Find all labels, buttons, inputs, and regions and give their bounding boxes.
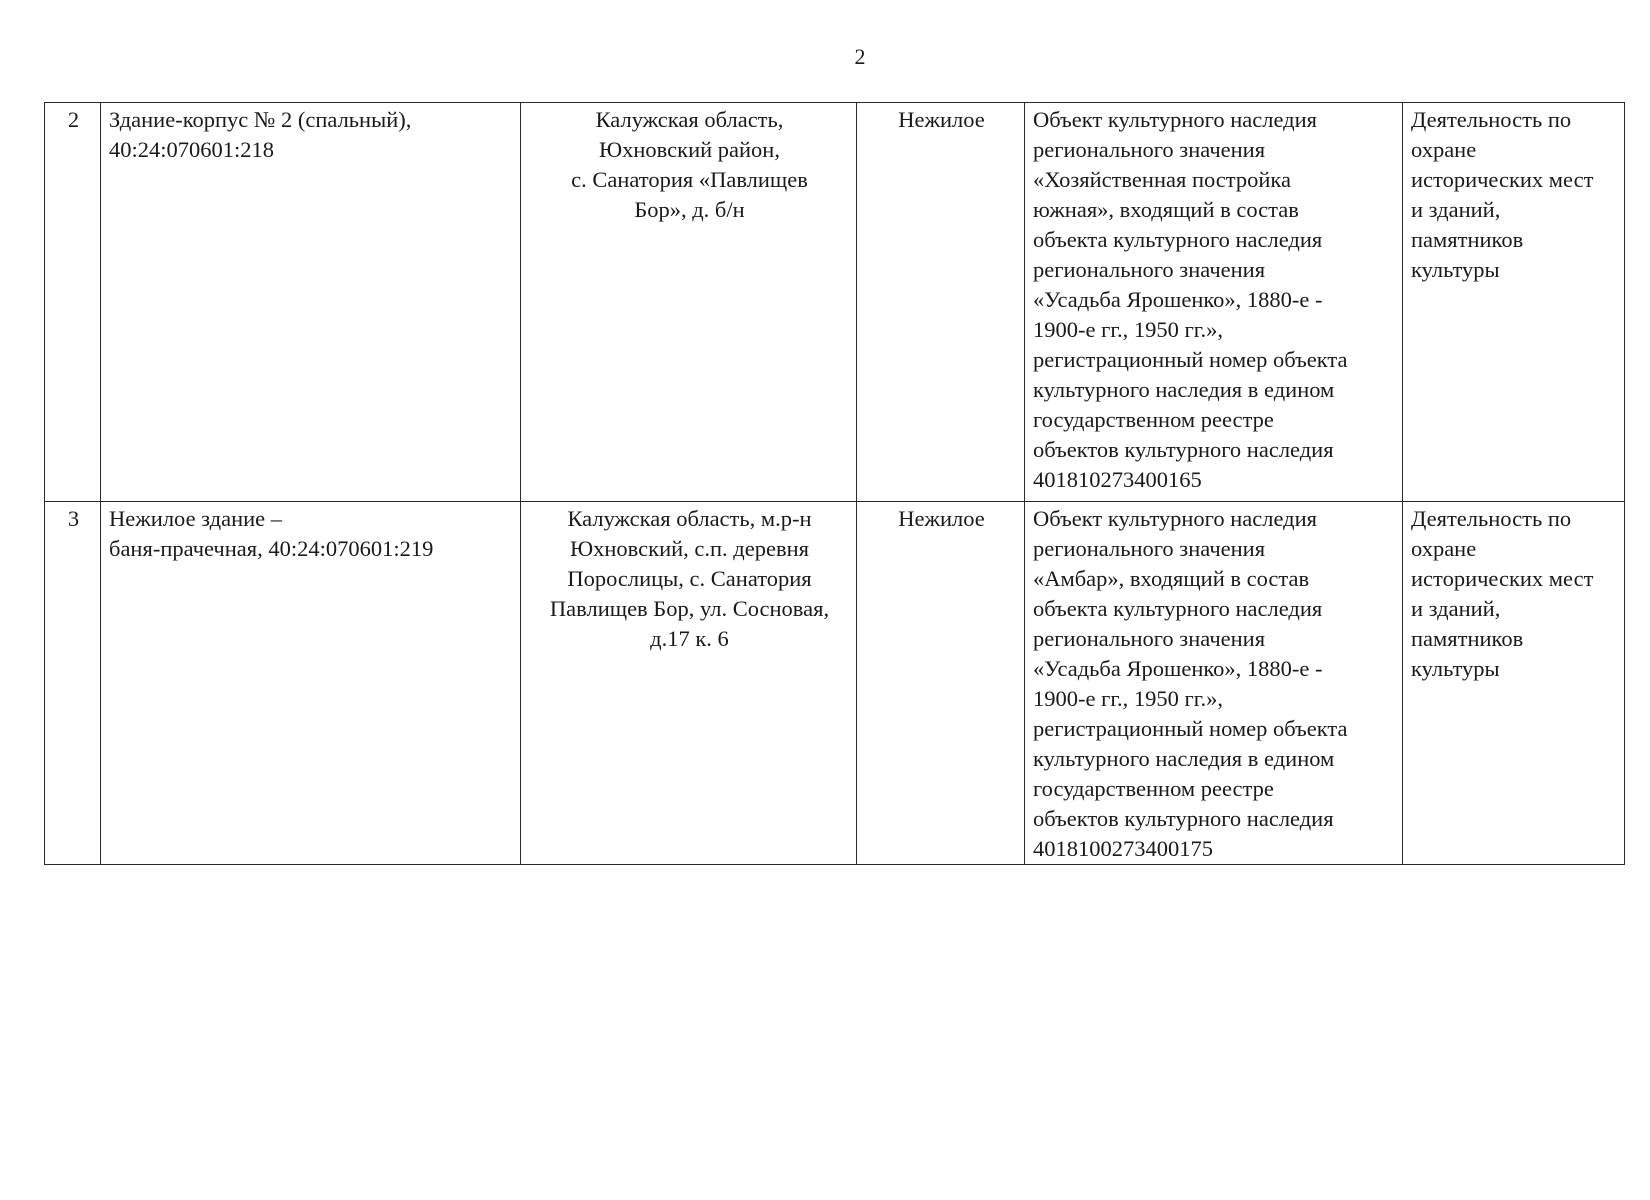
heritage-line: регионального значения (1033, 626, 1266, 651)
heritage-line: «Усадьба Ярошенко», 1880-е - (1033, 287, 1323, 312)
heritage-line: объекта культурного наследия (1033, 596, 1323, 621)
objects-table (44, 102, 1625, 865)
heritage-line: «Хозяйственная постройка (1033, 167, 1292, 192)
address-cell (521, 502, 857, 865)
object-name-line: баня-прачечная, 40:24:070601:219 (109, 536, 434, 561)
object-name-line: 40:24:070601:218 (109, 137, 275, 162)
table-row (45, 103, 1625, 502)
activity-line: Деятельность по (1411, 107, 1572, 132)
heritage-description-cell (1025, 502, 1403, 865)
address-line: д.17 к. 6 (650, 626, 729, 651)
heritage-line: 1900-е гг., 1950 гг.», (1033, 686, 1223, 711)
page-number: 2 (854, 44, 866, 69)
address-line: Павлищев Бор, ул. Сосновая, (549, 596, 830, 621)
heritage-line: регионального значения (1033, 257, 1266, 282)
address-cell (521, 103, 857, 502)
heritage-line: регистрационный номер объекта (1033, 347, 1348, 372)
address-line: Калужская область, (595, 107, 784, 132)
activity-line: исторических мест (1411, 566, 1594, 591)
address-line: Бор», д. б/н (634, 197, 745, 222)
activity-line: исторических мест (1411, 167, 1594, 192)
heritage-line: культурного наследия в едином (1033, 746, 1335, 771)
object-type: Нежилое (898, 506, 985, 531)
heritage-line: южная», входящий в состав (1033, 197, 1299, 222)
object-name-cell (101, 502, 521, 865)
activity-line: культуры (1411, 656, 1500, 681)
heritage-line: «Амбар», входящий в состав (1033, 566, 1310, 591)
heritage-line: Объект культурного наследия (1033, 506, 1317, 531)
address-line: Порослицы, с. Санатория (567, 566, 812, 591)
activity-line: и зданий, (1411, 596, 1501, 621)
activity-line: памятников (1411, 227, 1524, 252)
heritage-line: культурного наследия в едином (1033, 377, 1335, 402)
address-line: Юхновский район, (599, 137, 780, 162)
row-number: 3 (67, 506, 80, 531)
heritage-line: объектов культурного наследия (1033, 806, 1334, 831)
heritage-line: объектов культурного наследия (1033, 437, 1334, 462)
heritage-line: 1900-е гг., 1950 гг.», (1033, 317, 1223, 342)
activity-line: культуры (1411, 257, 1500, 282)
object-type-cell (857, 103, 1025, 502)
heritage-registration-number: 401810273400165 (1033, 467, 1202, 492)
activity-line: охране (1411, 536, 1477, 561)
address-line: с. Санатория «Павлищев (571, 167, 808, 192)
object-name-line: Здание-корпус № 2 (спальный), (109, 107, 412, 132)
address-line: Калужская область, м.р-н (567, 506, 812, 531)
heritage-line: объекта культурного наследия (1033, 227, 1323, 252)
heritage-line: «Усадьба Ярошенко», 1880-е - (1033, 656, 1323, 681)
activity-line: и зданий, (1411, 197, 1501, 222)
table-row (45, 502, 1625, 865)
activity-cell (1403, 502, 1625, 865)
heritage-line: Объект культурного наследия (1033, 107, 1317, 132)
activity-line: Деятельность по (1411, 506, 1572, 531)
activity-line: памятников (1411, 626, 1524, 651)
heritage-registration-number: 4018100273400175 (1033, 836, 1213, 861)
row-number-cell (45, 103, 101, 502)
address-line: Юхновский, с.п. деревня (570, 536, 809, 561)
object-type-cell (857, 502, 1025, 865)
heritage-line: государственном реестре (1033, 407, 1274, 432)
heritage-line: регионального значения (1033, 137, 1266, 162)
activity-line: охране (1411, 137, 1477, 162)
object-type: Нежилое (898, 107, 985, 132)
object-name-line: Нежилое здание – (109, 506, 283, 531)
heritage-line: регионального значения (1033, 536, 1266, 561)
heritage-line: регистрационный номер объекта (1033, 716, 1348, 741)
row-number: 2 (67, 107, 80, 132)
row-number-cell (45, 502, 101, 865)
heritage-description-cell (1025, 103, 1403, 502)
heritage-line: государственном реестре (1033, 776, 1274, 801)
object-name-cell (101, 103, 521, 502)
activity-cell (1403, 103, 1625, 502)
